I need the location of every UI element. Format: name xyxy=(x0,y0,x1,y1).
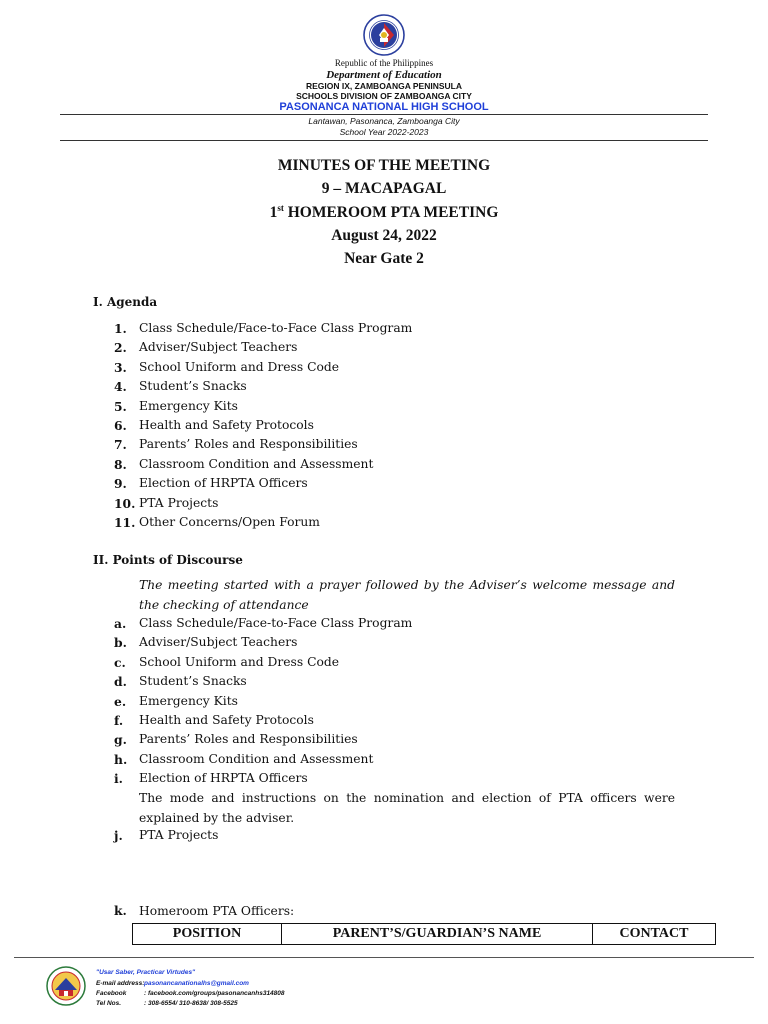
list-item: 3. School Uniform and Dress Code xyxy=(114,359,340,375)
discourse-heading: II. Points of Discourse xyxy=(93,553,243,567)
header-division: SCHOOLS DIVISION OF ZAMBOANGA CITY xyxy=(296,91,472,101)
meeting-venue: Near Gate 2 xyxy=(344,250,424,267)
school-logo-icon xyxy=(46,966,86,1006)
column-header-name: PARENT’S/GUARDIAN’S NAME xyxy=(282,924,593,945)
election-note: The mode and instructions on the nomination and election of PTA officers were explained by the adviser. xyxy=(139,791,675,825)
deped-seal-icon xyxy=(363,14,405,56)
header-department: Department of Education xyxy=(326,69,442,81)
header-divider xyxy=(60,114,708,115)
list-item: 7. Parents’ Roles and Responsibilities xyxy=(114,437,358,453)
footer-email: E-mail address:pasonancanationalhs@gmail.com xyxy=(96,980,249,987)
discourse-list xyxy=(114,614,684,789)
list-item: d. Student’s Snacks xyxy=(114,674,247,690)
list-item: 4. Student’s Snacks xyxy=(114,379,247,395)
meeting-name: 1st HOMEROOM PTA MEETING xyxy=(269,203,499,222)
list-item: 2. Adviser/Subject Teachers xyxy=(114,340,298,356)
header-bottom-divider xyxy=(60,140,708,141)
table-header-row xyxy=(133,924,716,945)
discourse-list-continued xyxy=(114,826,684,845)
list-item: h. Classroom Condition and Assessment xyxy=(114,751,374,767)
meeting-date: August 24, 2022 xyxy=(331,227,437,244)
agenda-heading: I. Agenda xyxy=(93,295,158,309)
officers-list-item: k. Homeroom PTA Officers: xyxy=(114,903,295,918)
list-item: 8. Classroom Condition and Assessment xyxy=(114,456,374,472)
header-region: REGION IX, ZAMBOANGA PENINSULA xyxy=(306,81,462,91)
list-item: j. PTA Projects xyxy=(114,828,219,843)
list-item: b. Adviser/Subject Teachers xyxy=(114,635,298,651)
column-header-position: POSITION xyxy=(133,924,282,945)
header-school-year: School Year 2022-2023 xyxy=(339,127,429,137)
footer-facebook: Facebook : facebook.com/groups/pasonancanhs314808 xyxy=(96,990,285,997)
list-item: 6. Health and Safety Protocols xyxy=(114,417,314,433)
header-school-name: PASONANCA NATIONAL HIGH SCHOOL xyxy=(279,101,489,113)
list-item: 11. Other Concerns/Open Forum xyxy=(114,514,320,530)
list-item: c. School Uniform and Dress Code xyxy=(114,654,340,670)
list-item: 10. PTA Projects xyxy=(114,495,219,511)
footer-telephone: Tel Nos. : 308-6554/ 310-8638/ 308-5525 xyxy=(96,1000,238,1007)
agenda-list xyxy=(114,319,684,532)
list-item: f. Health and Safety Protocols xyxy=(114,712,314,728)
officers-table xyxy=(132,923,716,945)
column-header-contact: CONTACT xyxy=(593,924,716,945)
document-title: MINUTES OF THE MEETING xyxy=(277,157,491,174)
list-item: g. Parents’ Roles and Responsibilities xyxy=(114,732,358,748)
header-republic: Republic of the Philippines xyxy=(334,58,434,68)
footer-motto: "Usar Saber, Practicar Virtudes" xyxy=(96,969,196,976)
list-item: 9. Election of HRPTA Officers xyxy=(114,476,308,492)
list-item: e. Emergency Kits xyxy=(114,693,238,709)
list-item: a. Class Schedule/Face-to-Face Class Program xyxy=(114,616,413,631)
list-item: i. Election of HRPTA Officers xyxy=(114,771,308,787)
section-name: 9 – MACAPAGAL xyxy=(321,180,447,197)
list-item: 5. Emergency Kits xyxy=(114,398,238,414)
footer-divider xyxy=(14,957,754,958)
list-item: 1. Class Schedule/Face-to-Face Class Program xyxy=(114,321,413,336)
header-address: Lantawan, Pasonanca, Zamboanga City xyxy=(308,116,460,126)
discourse-intro: The meeting started with a prayer followed by the Adviser’s welcome message and the checking of attendance xyxy=(139,578,675,612)
